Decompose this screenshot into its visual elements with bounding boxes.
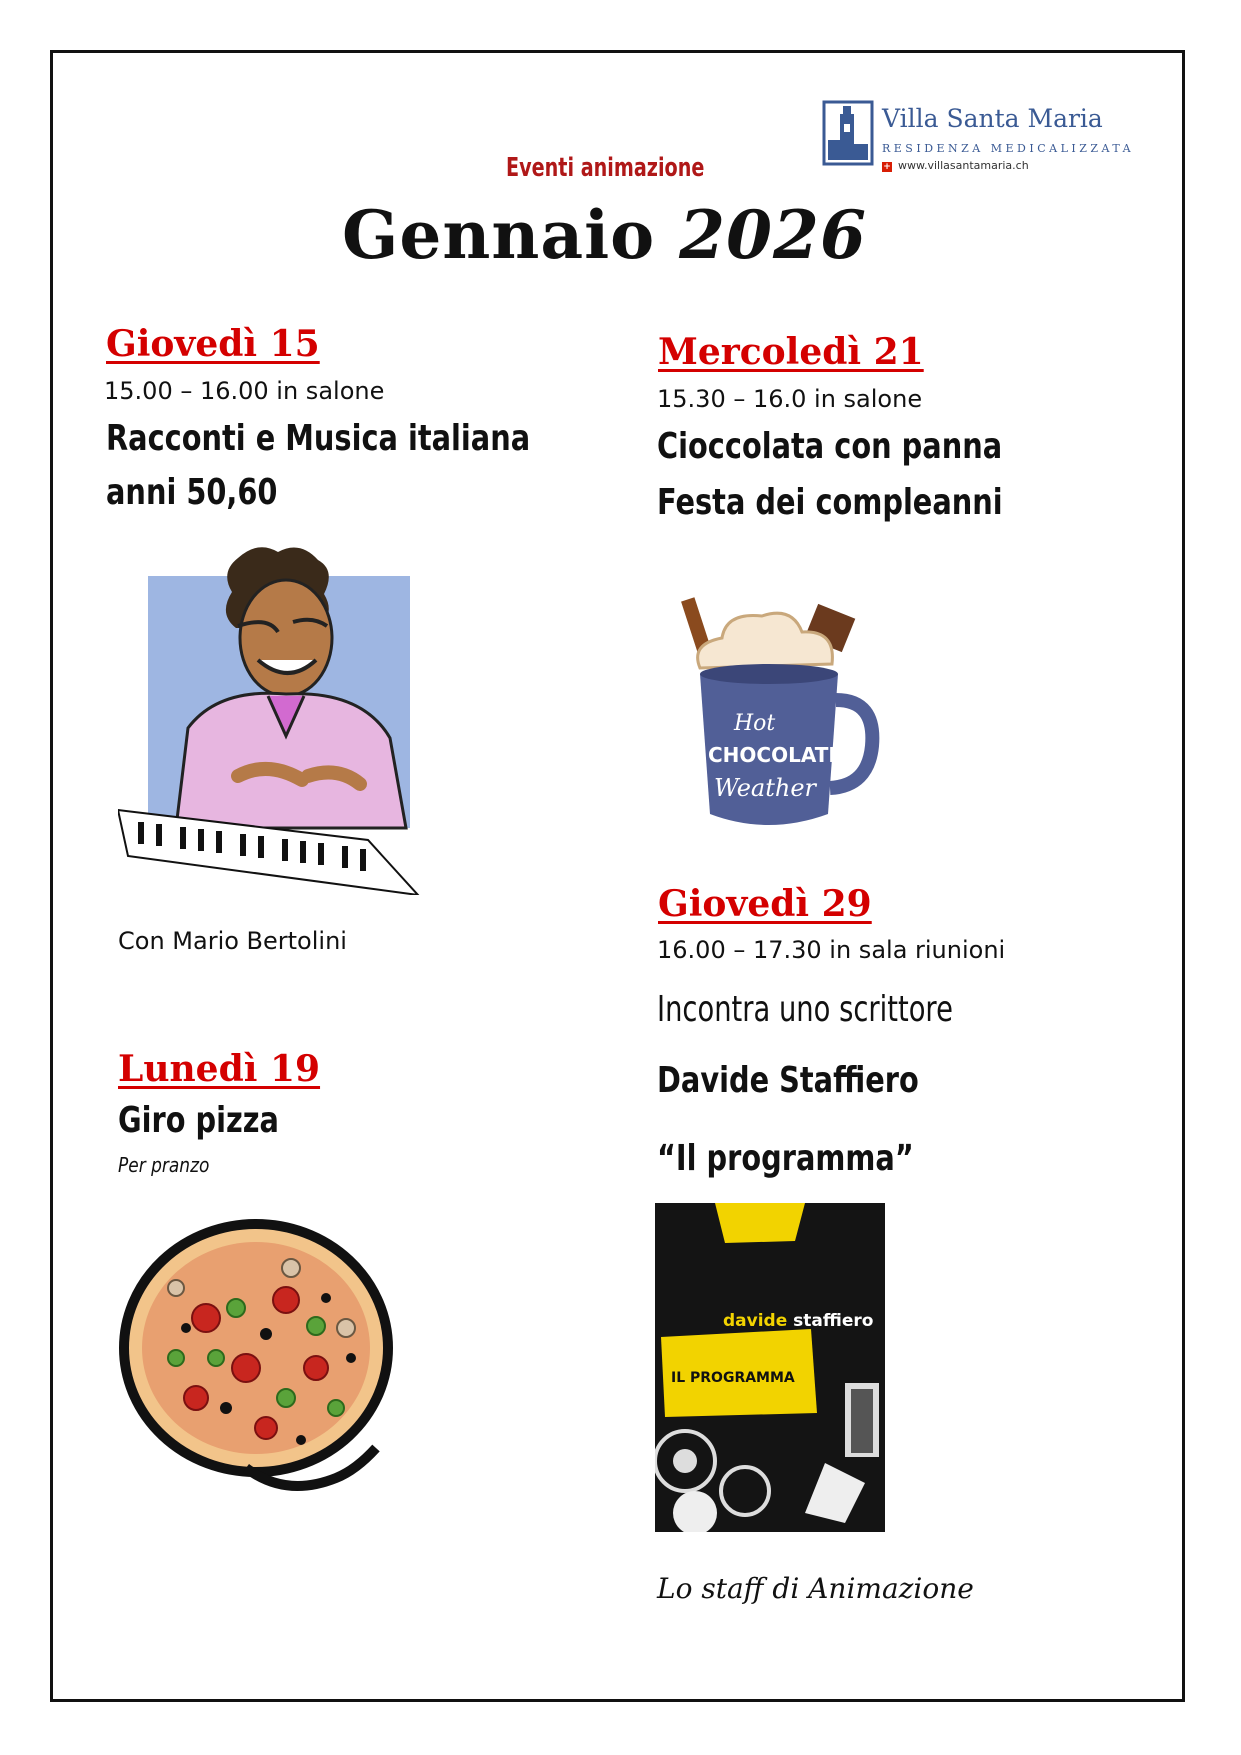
logo-subtitle: RESIDENZA MEDICALIZZATA (882, 142, 1135, 155)
mug-text-hot: Hot (734, 711, 776, 736)
tower-icon (822, 100, 874, 166)
book-cover (655, 1203, 885, 1532)
logo-url[interactable] (882, 159, 1029, 172)
logo-url-text[interactable]: www.villasantamaria.ch (898, 159, 1029, 172)
event-book-title-giovedi-29: “Il programma” (657, 1138, 914, 1179)
swiss-flag-icon: + (883, 162, 891, 172)
event-title-giovedi-15-line2: anni 50,60 (106, 472, 278, 513)
event-title-mercoledi-21-line1: Cioccolata con panna (657, 426, 1003, 467)
event-note-giovedi-15: Con Mario Bertolini (118, 927, 347, 955)
villa-santa-maria-logo (822, 96, 1135, 176)
title-year: 2026 (679, 196, 867, 274)
title-month: Gennaio (342, 196, 656, 274)
mug-text-chocolate: CHOCOLATE (708, 743, 843, 767)
pianist-illustration (118, 540, 428, 895)
book-cover-art (655, 1203, 885, 1532)
book-cover-title: IL PROGRAMMA (671, 1370, 795, 1386)
event-day-lunedi-19: Lunedì 19 (118, 1048, 321, 1090)
pizza-illustration (116, 1208, 406, 1498)
event-time-giovedi-15: 15.00 – 16.00 in salone (104, 377, 385, 405)
event-title-lunedi-19: Giro pizza (118, 1100, 279, 1141)
event-note-lunedi-19: Per pranzo (118, 1153, 210, 1177)
event-day-giovedi-15: Giovedì 15 (106, 323, 320, 365)
header-kicker: Eventi animazione (506, 153, 705, 183)
event-time-giovedi-29: 16.00 – 17.30 in sala riunioni (657, 936, 1006, 964)
mug-text-weather: Weather (714, 774, 816, 802)
logo-name: Villa Santa Maria (882, 104, 1103, 133)
hot-chocolate-mug-illustration (680, 590, 890, 840)
event-title-giovedi-15-line1: Racconti e Musica italiana (106, 418, 531, 459)
event-time-mercoledi-21: 15.30 – 16.0 in salone (657, 385, 923, 413)
event-day-giovedi-29: Giovedì 29 (658, 883, 872, 925)
book-cover-author-last: staffiero (793, 1311, 874, 1331)
event-author-giovedi-29: Davide Staffiero (657, 1060, 919, 1101)
event-intro-giovedi-29: Incontra uno scrittore (657, 989, 953, 1030)
event-title-mercoledi-21-line2: Festa dei compleanni (657, 482, 1003, 523)
event-day-mercoledi-21: Mercoledì 21 (658, 331, 924, 373)
footer-signature: Lo staff di Animazione (657, 1572, 974, 1605)
book-cover-author-first: davide (723, 1311, 788, 1331)
page-title (342, 196, 867, 274)
book-cover-author (723, 1311, 873, 1331)
